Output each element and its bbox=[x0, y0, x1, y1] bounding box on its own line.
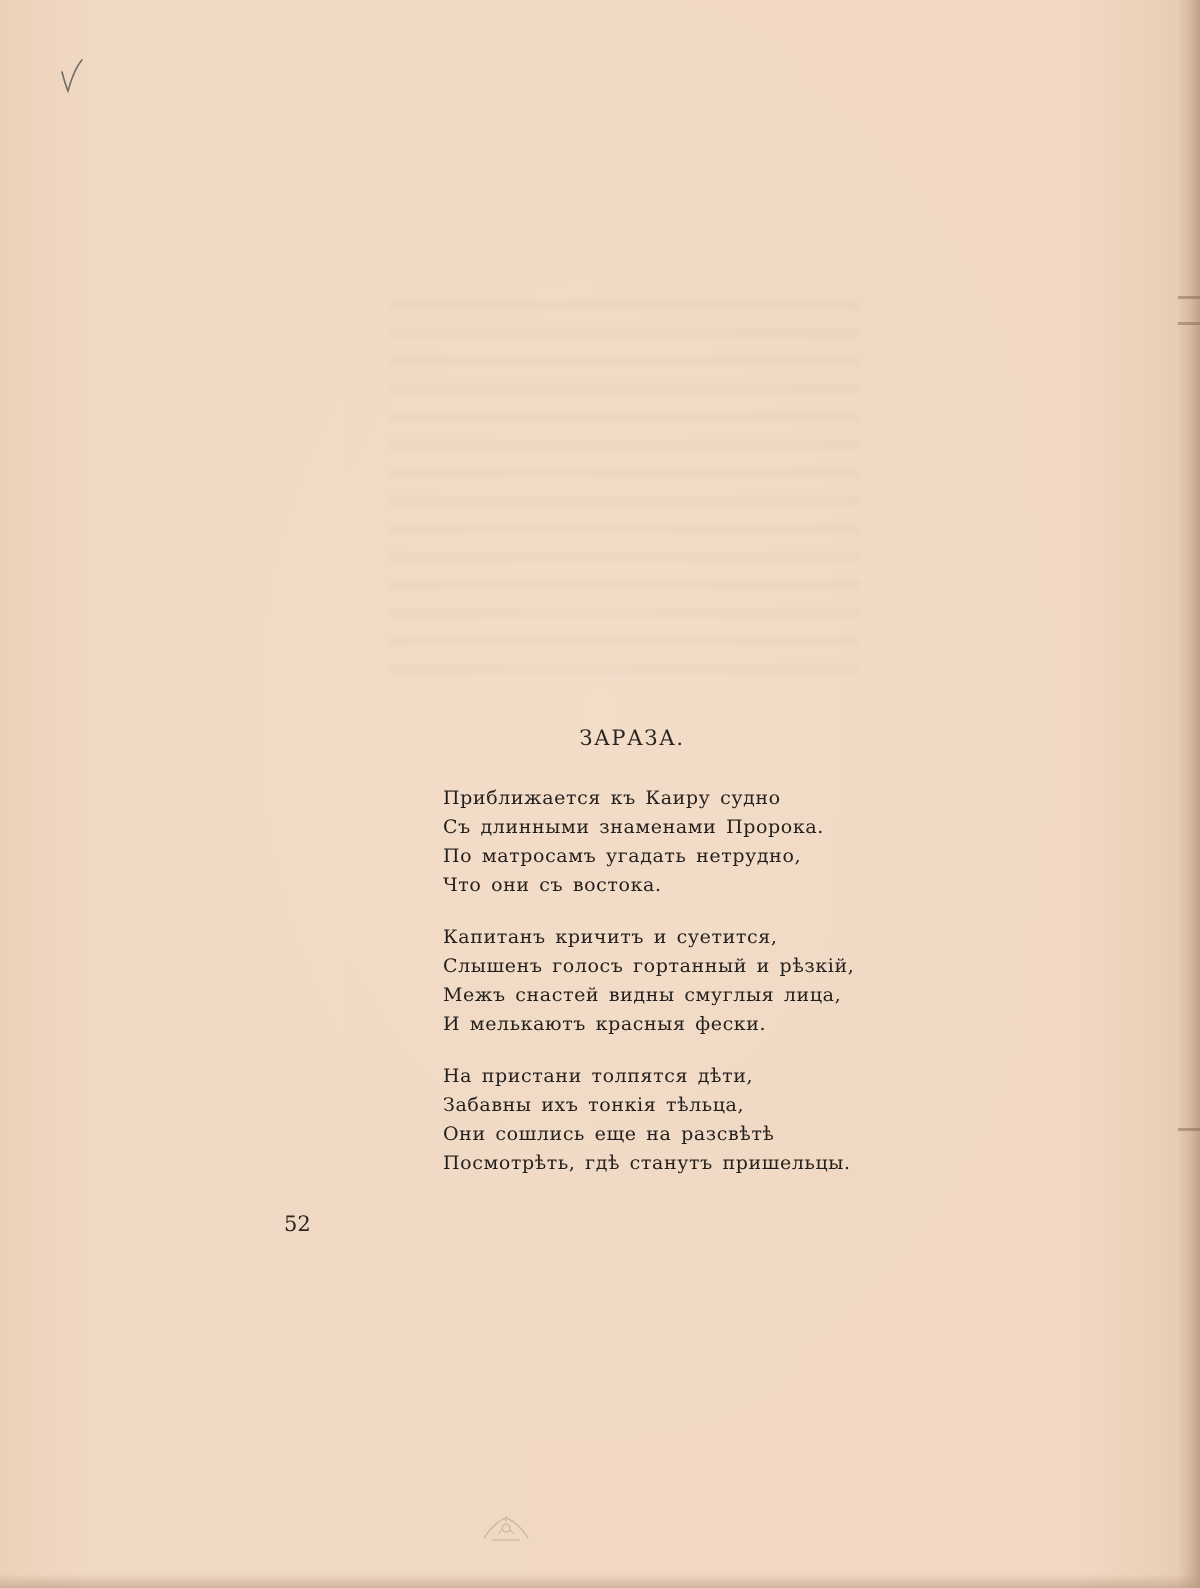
page-number: 52 bbox=[284, 1212, 311, 1236]
poem-line: Забавны ихъ тонкія тѣльца, bbox=[443, 1094, 745, 1116]
poem-line: По матросамъ угадать нетрудно, bbox=[443, 845, 802, 867]
poem-stanza-2 bbox=[443, 923, 854, 1039]
poem-line: Что они съ востока. bbox=[443, 874, 662, 896]
poem-line: Капитанъ кричитъ и суетится, bbox=[443, 926, 778, 948]
bleed-through-shadow bbox=[390, 300, 860, 680]
pencil-check-mark-icon bbox=[60, 58, 84, 94]
poem-line: Приближается къ Каиру судно bbox=[443, 787, 781, 809]
library-stamp-icon bbox=[478, 1508, 534, 1548]
poem-line: Межъ снастей видны смуглыя лица, bbox=[443, 984, 842, 1006]
poem-line: Они сошлись еще на разсвѣтѣ bbox=[443, 1123, 775, 1145]
poem-stanza-3 bbox=[443, 1062, 851, 1178]
poem-line: Слышенъ голосъ гортанный и рѣзкій, bbox=[443, 955, 855, 977]
poem-line: Съ длинными знаменами Пророка. bbox=[443, 816, 824, 838]
poem-stanza-1 bbox=[443, 784, 824, 900]
poem-line: И мелькаютъ красныя фески. bbox=[443, 1013, 767, 1035]
page-edge-bottom bbox=[0, 1574, 1200, 1588]
poem-title: ЗАРАЗА. bbox=[579, 726, 685, 750]
page-edge-right bbox=[1178, 0, 1200, 1588]
poem-line: Посмотрѣть, гдѣ станутъ пришельцы. bbox=[443, 1152, 851, 1174]
poem-line: На пристани толпятся дѣти, bbox=[443, 1065, 754, 1087]
